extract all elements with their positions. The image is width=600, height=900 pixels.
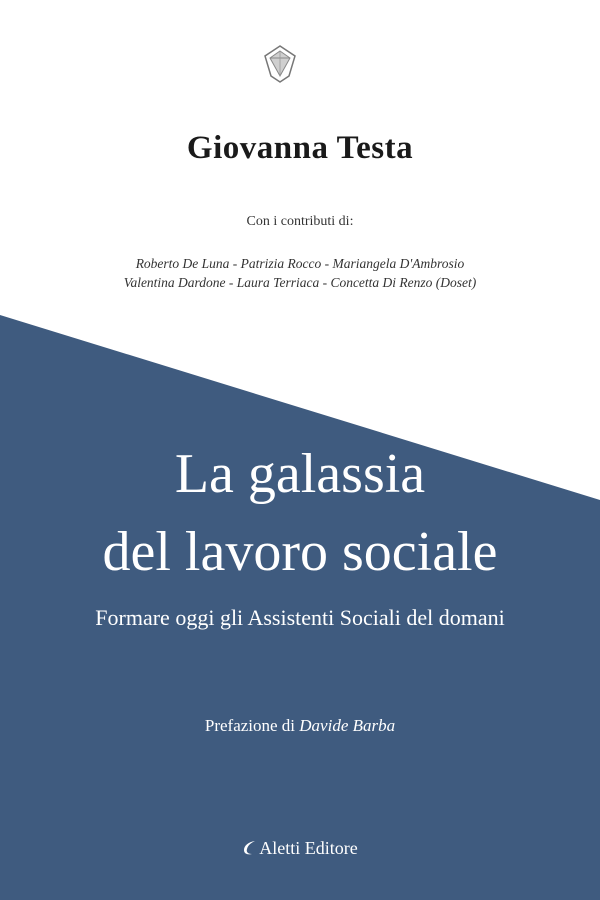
contributors-line-2: Valentina Dardone - Laura Terriaca - Concetta Di Renzo (Doset) (123, 275, 477, 290)
preface-author: Davide Barba (299, 716, 396, 735)
subtitle: Formare oggi gli Assistenti Sociali del domani (95, 605, 505, 630)
contributors-line-1: Roberto De Luna - Patrizia Rocco - Mariangela D'Ambrosio (135, 256, 465, 271)
diamond-emblem-icon (259, 43, 301, 85)
preface-credit (0, 716, 580, 736)
author-name: Giovanna Testa (186, 130, 414, 166)
contributions-intro: Con i contributi di: (246, 214, 354, 229)
title-line-1: La galassia (174, 443, 426, 505)
publisher-swoosh-icon (242, 839, 258, 857)
title-line-2: del lavoro sociale (102, 521, 498, 583)
publisher-logo (0, 838, 580, 859)
preface-label: Prefazione di (204, 716, 300, 735)
publisher-name: Aletti Editore (259, 838, 358, 858)
